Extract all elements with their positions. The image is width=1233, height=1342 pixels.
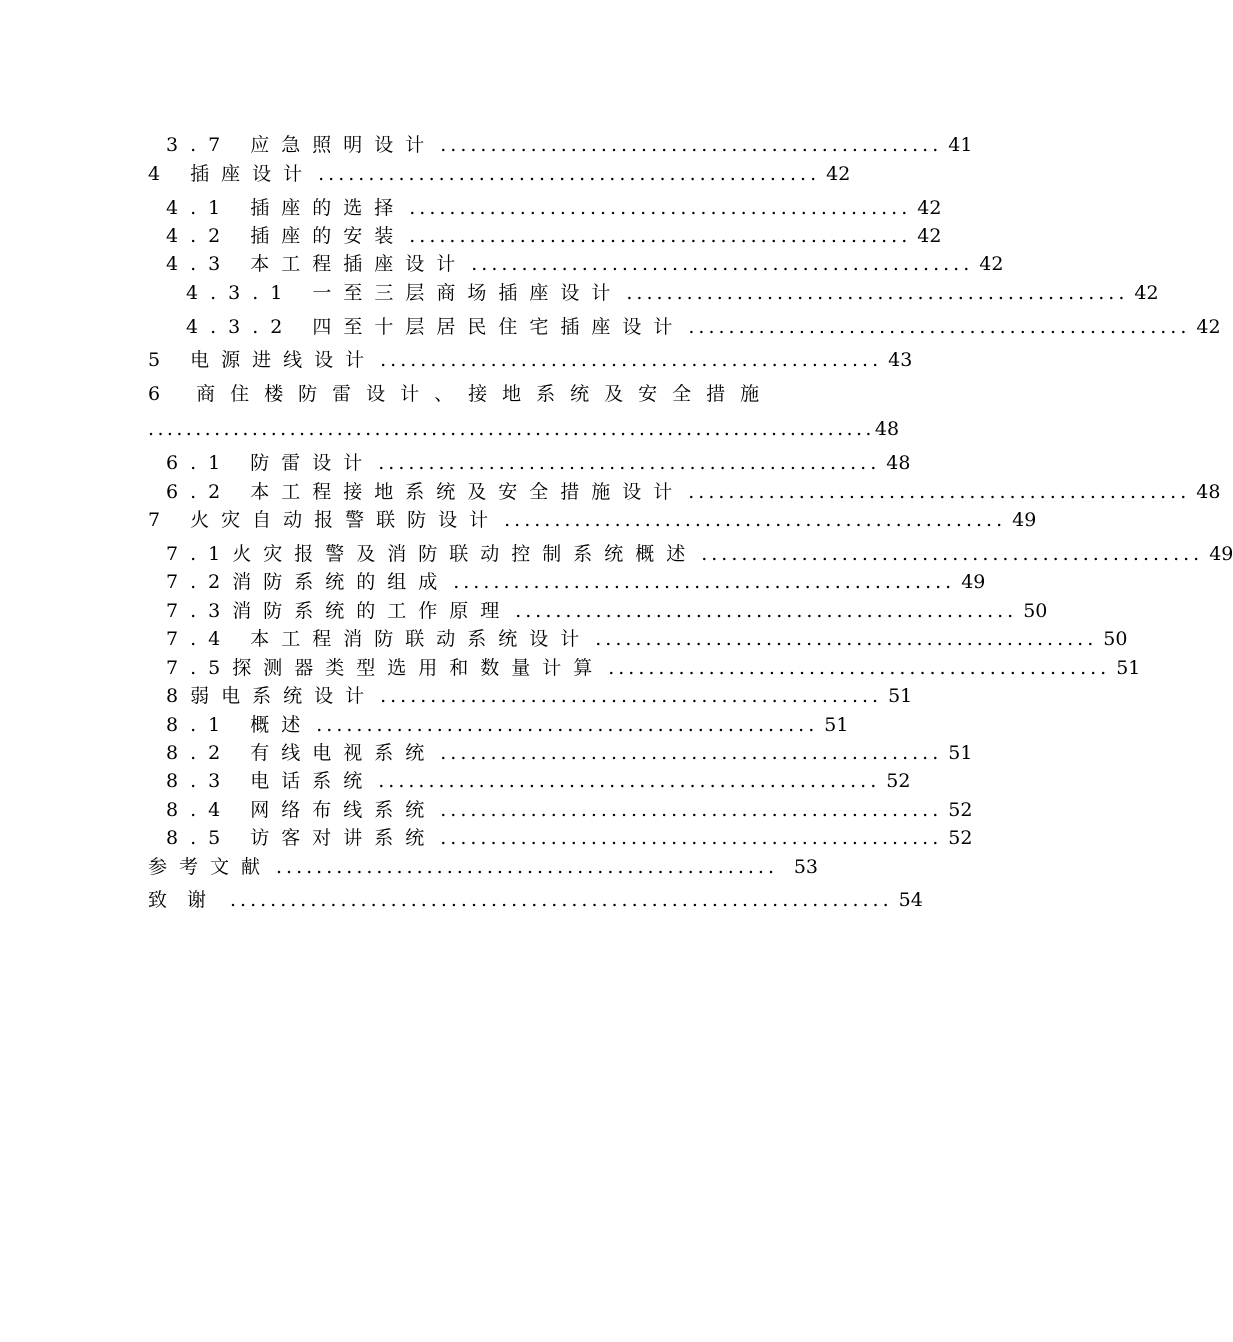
- toc-entry[interactable]: [166, 683, 913, 709]
- toc-entry[interactable]: [148, 887, 923, 913]
- toc-entry[interactable]: [166, 740, 973, 766]
- toc-entry-title: 4.3 本工程插座设计: [166, 253, 468, 275]
- toc-entry-title: 参考文献: [148, 856, 273, 878]
- toc-entry-title: 4.2 插座的安装: [166, 225, 406, 247]
- toc-leader-dots: ..................................................: [440, 827, 943, 849]
- toc-entry[interactable]: [166, 825, 973, 851]
- toc-entry-page: 49: [961, 571, 986, 593]
- toc-entry-title: 5 电源进线设计: [148, 349, 377, 371]
- toc-leader-dots: ..................................................: [378, 770, 881, 792]
- toc-leader-dots: ..................................................: [276, 856, 778, 878]
- toc-entry-page: 52: [886, 770, 911, 792]
- toc-entry-wrapped-leader: [148, 416, 900, 442]
- toc-entry-page: 49: [1209, 543, 1233, 565]
- toc-entry[interactable]: [166, 223, 942, 249]
- toc-leader-dots: ..................................................: [504, 509, 1007, 531]
- toc-entry[interactable]: [166, 479, 1221, 505]
- toc-entry[interactable]: [166, 541, 1233, 567]
- toc-entry-page: 42: [917, 225, 942, 247]
- toc-entry-title: 6.1 防雷设计: [166, 452, 375, 474]
- toc-entry-page: 54: [898, 889, 923, 911]
- toc-entry[interactable]: [148, 161, 851, 187]
- toc-entry-title: 8.2 有线电视系统: [166, 742, 437, 764]
- toc-entry-page: 48: [874, 418, 900, 440]
- toc-entry-title: 8.1 概述: [166, 714, 313, 736]
- toc-entry[interactable]: [166, 569, 986, 595]
- toc-entry-title: 8.3 电话系统: [166, 770, 375, 792]
- toc-entry[interactable]: [186, 280, 1159, 306]
- toc-entry[interactable]: [186, 314, 1221, 340]
- toc-leader-dots: ..................................................: [318, 163, 821, 185]
- toc-entry-title: 7.1火灾报警及消防联动控制系统概述: [166, 543, 698, 565]
- toc-entry-page: 52: [948, 799, 973, 821]
- toc-entry[interactable]: [166, 598, 1048, 624]
- toc-entry-page: 51: [948, 742, 973, 764]
- toc-entry-page: 51: [1116, 657, 1141, 679]
- toc-leader-dots: ..................................................................: [230, 889, 893, 911]
- toc-entry-title: 7.2消防系统的组成: [166, 571, 450, 593]
- toc-entry[interactable]: [166, 626, 1128, 652]
- toc-entry-page: 42: [1134, 282, 1159, 304]
- toc-leader-dots: ..................................................: [595, 628, 1098, 650]
- toc-entry-page: 48: [1196, 481, 1221, 503]
- toc-leader-dots: .............................................................................: [148, 418, 875, 440]
- toc-entry-title: 6 商住楼防雷设计、接地系统及安全措施: [148, 383, 775, 405]
- toc-leader-dots: ..................................................: [688, 316, 1191, 338]
- toc-leader-dots: ..................................................: [380, 685, 883, 707]
- toc-leader-dots: ..................................................: [378, 452, 881, 474]
- toc-entry-title: 4 插座设计: [148, 163, 315, 185]
- toc-entry-title: 6.2 本工程接地系统及安全措施设计: [166, 481, 685, 503]
- toc-leader-dots: ..................................................: [409, 225, 912, 247]
- toc-entry-title: 7 火灾自动报警联防设计: [148, 509, 501, 531]
- toc-entry-title: 4.3.2 四至十层居民住宅插座设计: [186, 316, 685, 338]
- toc-entry-title: 7.4 本工程消防联动系统设计: [166, 628, 592, 650]
- toc-leader-dots: ..................................................: [440, 799, 943, 821]
- toc-leader-dots: ..................................................: [471, 253, 974, 275]
- toc-entry[interactable]: [166, 712, 849, 738]
- toc-entry-page: 42: [826, 163, 851, 185]
- toc-leader-dots: ..................................................: [608, 657, 1111, 679]
- toc-entry-title: 4.1 插座的选择: [166, 197, 406, 219]
- toc-entry[interactable]: [166, 132, 973, 158]
- toc-entry-title: 8弱电系统设计: [166, 685, 377, 707]
- toc-entry[interactable]: [166, 195, 942, 221]
- toc-leader-dots: ..................................................: [440, 134, 943, 156]
- toc-entry-title: 8.5 访客对讲系统: [166, 827, 437, 849]
- toc-entry-page: 52: [948, 827, 973, 849]
- toc-entry[interactable]: [148, 507, 1037, 533]
- toc-entry-page: 50: [1103, 628, 1128, 650]
- toc-entry[interactable]: [166, 450, 911, 476]
- toc-entry-title: 7.5探测器类型选用和数量计算: [166, 657, 605, 679]
- toc-entry-page: 50: [1023, 600, 1048, 622]
- toc-leader-dots: ..................................................: [688, 481, 1191, 503]
- toc-entry-page: 49: [1012, 509, 1037, 531]
- toc-leader-dots: ..................................................: [626, 282, 1129, 304]
- toc-leader-dots: ..................................................: [316, 714, 819, 736]
- toc-entry[interactable]: [148, 347, 913, 373]
- toc-entry-page: 51: [824, 714, 849, 736]
- toc-entry-title: 7.3消防系统的工作原理: [166, 600, 512, 622]
- toc-leader-dots: ..................................................: [409, 197, 912, 219]
- toc-leader-dots: ..................................................: [453, 571, 956, 593]
- toc-entry[interactable]: [166, 797, 973, 823]
- toc-entry-title: 4.3.1 一至三层商场插座设计: [186, 282, 623, 304]
- toc-entry[interactable]: [166, 655, 1141, 681]
- toc-entry-title: 3.7 应急照明设计: [166, 134, 437, 156]
- toc-entry-page: 42: [1196, 316, 1221, 338]
- toc-entry-title: 8.4 网络布线系统: [166, 799, 437, 821]
- toc-leader-dots: ..................................................: [515, 600, 1018, 622]
- toc-entry-title: 致谢: [148, 889, 227, 911]
- toc-leader-dots: ..................................................: [701, 543, 1204, 565]
- toc-entry[interactable]: [166, 768, 911, 794]
- toc-entry-page: 43: [888, 349, 913, 371]
- toc-leader-dots: ..................................................: [380, 349, 883, 371]
- toc-entry-page: 53: [793, 856, 818, 878]
- toc-entry-page: 51: [888, 685, 913, 707]
- toc-entry-page: 48: [886, 452, 911, 474]
- toc-entry-page: 42: [917, 197, 942, 219]
- toc-entry-page: 42: [979, 253, 1004, 275]
- toc-leader-dots: ..................................................: [440, 742, 943, 764]
- toc-entry-page: 41: [948, 134, 973, 156]
- toc-entry[interactable]: [166, 251, 1004, 277]
- toc-entry-wrapped-title[interactable]: [148, 381, 818, 407]
- toc-entry[interactable]: [148, 854, 818, 880]
